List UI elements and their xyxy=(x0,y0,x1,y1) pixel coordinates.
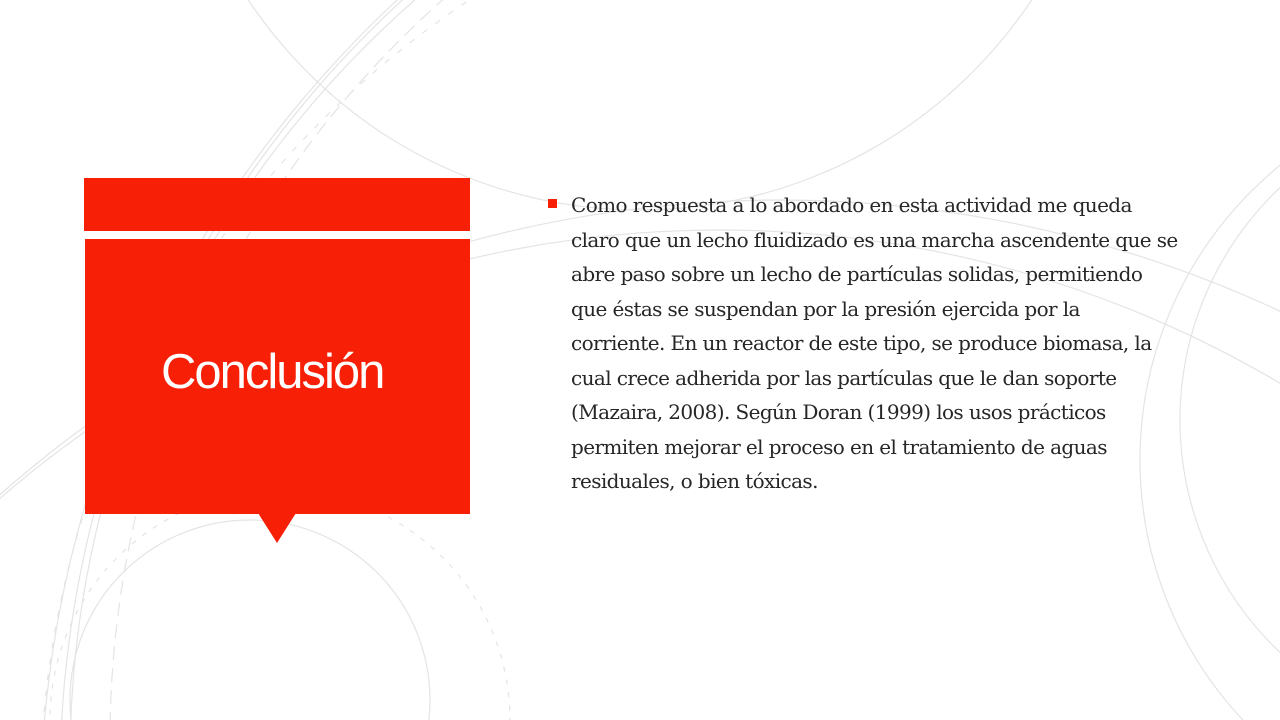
background-arc xyxy=(70,520,430,720)
background-arc xyxy=(1180,100,1280,720)
bullet-text: Como respuesta a lo abordado en esta actividad me queda claro que un lecho fluidizado es una marcha ascendente que se abre paso sobre un lecho de partículas solidas, permitiendo que éstas se suspendan por la presión ejercida por la corriente. En un reactor de este tipo, se produce biomasa, la cual crece adherida por las partículas que le dan soporte (Mazaira, 2008). Según Doran (1999) los usos prácticos permiten mejorar el proceso en el tratamiento de aguas residuales, o bien tóxicas. xyxy=(571,193,1178,493)
slide-title: Conclusión xyxy=(161,345,384,399)
title-callout-pointer xyxy=(258,513,296,543)
bullet-item xyxy=(548,188,1178,499)
square-bullet-icon xyxy=(548,199,557,208)
title-box xyxy=(85,239,470,514)
title-accent-bar xyxy=(84,178,470,231)
